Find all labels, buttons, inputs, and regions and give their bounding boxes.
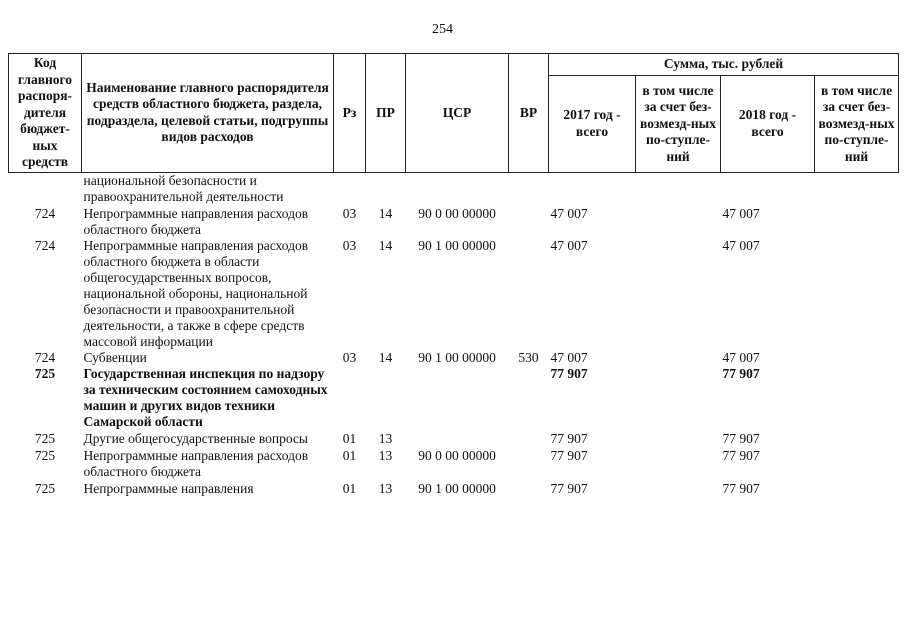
row-2018-total: 77 907 — [722, 430, 760, 446]
header-csr: ЦСР — [406, 54, 509, 173]
row-csr — [406, 430, 509, 447]
row-csr: 90 1 00 00000 — [418, 480, 496, 496]
table-row — [9, 430, 899, 447]
row-pr — [366, 366, 406, 430]
row-rz: 03 — [342, 205, 357, 221]
row-2018-total: 77 907 — [722, 447, 760, 463]
row-2017-total: 77 907 — [550, 365, 588, 381]
table-row — [9, 447, 899, 480]
header-2017-total: 2017 год - всего — [549, 76, 636, 173]
row-2018-total: 47 007 — [722, 205, 760, 221]
row-rz: 03 — [342, 237, 357, 253]
header-2018-free: в том числе за счет без-возмезд-ных по-ступле-ний — [815, 76, 899, 173]
row-2018-free — [815, 238, 899, 350]
row-2017-total: 47 007 — [550, 237, 588, 253]
row-2018-total: 47 007 — [722, 349, 760, 365]
row-pr: 14 — [378, 349, 393, 365]
header-sum-group: Сумма, тыс. рублей — [549, 54, 899, 76]
row-name: Субвенции — [83, 349, 147, 365]
row-rz: 03 — [342, 349, 357, 365]
row-2017-total: 47 007 — [550, 205, 588, 221]
row-2017-total: 47 007 — [550, 349, 588, 365]
row-vr — [509, 238, 549, 350]
row-vr: 530 — [518, 349, 539, 365]
row-name: Непрограммные направления расходов областного бюджета — [83, 205, 309, 237]
row-pr: 13 — [378, 480, 393, 496]
row-2018-free — [815, 205, 899, 238]
header-vr: ВР — [509, 54, 549, 173]
row-code: 724 — [34, 237, 56, 253]
row-vr — [509, 366, 549, 430]
row-name: Непрограммные направления — [83, 480, 254, 496]
row-name: Непрограммные направления расходов областного бюджета — [83, 447, 309, 479]
row-pr: 14 — [378, 237, 393, 253]
row-code: 725 — [34, 365, 56, 381]
table-header — [9, 54, 899, 173]
row-rz — [334, 366, 366, 430]
row-2017-free — [636, 172, 721, 205]
row-2017-free — [636, 366, 721, 430]
row-2017-free — [636, 238, 721, 350]
row-2017-total — [549, 172, 636, 205]
table-body — [9, 172, 899, 497]
table-row — [9, 350, 899, 366]
header-name: Наименование главного распорядителя средств областного бюджета, раздела, подраздела, целевой статьи, подгруппы видов расходов — [82, 54, 334, 173]
row-code: 725 — [34, 480, 56, 496]
row-rz: 01 — [342, 447, 357, 463]
row-csr: 90 1 00 00000 — [418, 349, 496, 365]
row-pr: 13 — [378, 447, 393, 463]
row-name: национальной безопасности и правоохранительной деятельности — [83, 172, 284, 204]
row-csr — [406, 366, 509, 430]
row-2017-free — [636, 350, 721, 366]
row-pr — [366, 172, 406, 205]
page-number: 254 — [432, 22, 453, 37]
table-row — [9, 172, 899, 205]
row-2018-free — [815, 366, 899, 430]
row-code — [9, 172, 82, 205]
row-2017-total: 77 907 — [550, 480, 588, 496]
table-row — [9, 238, 899, 350]
row-2017-free — [636, 480, 721, 497]
row-rz: 01 — [342, 480, 357, 496]
header-2018-total: 2018 год - всего — [721, 76, 815, 173]
row-2018-free — [815, 447, 899, 480]
row-name: Другие общегосударственные вопросы — [83, 430, 308, 446]
header-pr: ПР — [366, 54, 406, 173]
row-vr — [509, 205, 549, 238]
row-2018-free — [815, 430, 899, 447]
row-2018-free — [815, 480, 899, 497]
row-2018-total: 47 007 — [722, 237, 760, 253]
row-code: 725 — [34, 447, 56, 463]
header-2017-free: в том числе за счет без-возмезд-ных по-ступле-ний — [636, 76, 721, 173]
row-2018-free — [815, 350, 899, 366]
row-2017-free — [636, 205, 721, 238]
row-name: Государственная инспекция по надзору за техническим состоянием самоходных машин и других видов техники Самарской области — [83, 365, 328, 429]
row-2018-total — [721, 172, 815, 205]
row-2017-free — [636, 430, 721, 447]
row-csr — [406, 172, 509, 205]
row-name: Непрограммные направления расходов областного бюджета в области общегосударственных вопросов, национальной обороны, национальной безопасности и правоохранительной деятельности, а также в сфере средств массовой информации — [83, 237, 309, 349]
row-vr — [509, 447, 549, 480]
row-csr: 90 0 00 00000 — [418, 205, 496, 221]
table-row — [9, 366, 899, 430]
row-2018-free — [815, 172, 899, 205]
table-row — [9, 205, 899, 238]
row-2018-total: 77 907 — [722, 365, 760, 381]
row-rz: 01 — [342, 430, 357, 446]
row-vr — [509, 430, 549, 447]
row-pr: 13 — [378, 430, 393, 446]
budget-table — [8, 53, 899, 497]
table-row — [9, 480, 899, 497]
row-vr — [509, 172, 549, 205]
row-2018-total: 77 907 — [722, 480, 760, 496]
row-2017-total: 77 907 — [550, 430, 588, 446]
row-csr: 90 0 00 00000 — [418, 447, 496, 463]
row-vr — [509, 480, 549, 497]
row-code: 724 — [34, 205, 56, 221]
row-2017-free — [636, 447, 721, 480]
row-csr: 90 1 00 00000 — [418, 237, 496, 253]
row-pr: 14 — [378, 205, 393, 221]
row-rz — [334, 172, 366, 205]
row-2017-total: 77 907 — [550, 447, 588, 463]
header-rz: Рз — [334, 54, 366, 173]
row-code: 724 — [34, 349, 56, 365]
row-code: 725 — [34, 430, 56, 446]
header-code: Код главного распоря-дителя бюджет-ных средств — [9, 54, 82, 173]
